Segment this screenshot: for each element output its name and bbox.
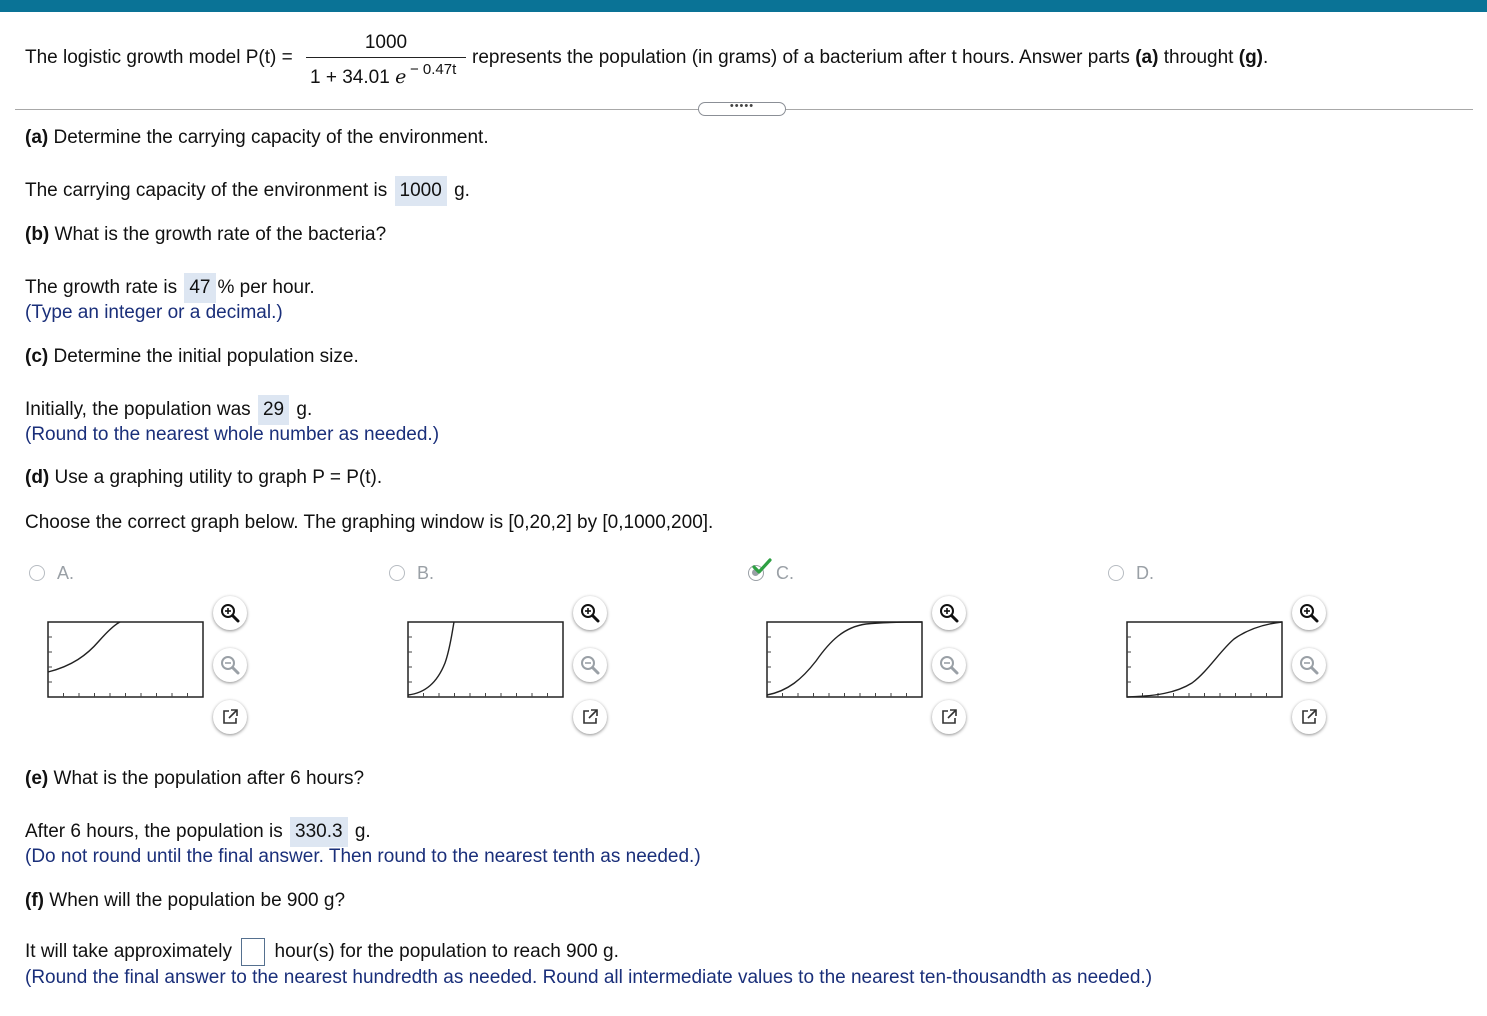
popout-icon: [220, 707, 240, 727]
zoom-in-button[interactable]: [932, 596, 966, 630]
option-d[interactable]: [1106, 563, 1446, 743]
answer-b-field[interactable]: 47: [184, 273, 215, 303]
zoom-out-button[interactable]: [213, 648, 247, 682]
answer-a-field[interactable]: 1000: [395, 176, 447, 206]
answer-c-field[interactable]: 29: [258, 395, 289, 425]
zoom-out-icon: [1299, 655, 1319, 675]
graph-d: [1126, 621, 1284, 699]
graph-a: [47, 621, 205, 699]
answer-b-line: The growth rate is 47 % per hour.: [25, 273, 315, 303]
zoom-in-button[interactable]: [213, 596, 247, 630]
fraction-numerator: 1000: [364, 32, 408, 53]
graph-b: [407, 621, 565, 699]
zoom-in-icon: [1299, 603, 1319, 623]
question-b: (b) What is the growth rate of the bacteria?: [25, 224, 387, 245]
top-bar: [0, 0, 1487, 12]
hint-c: (Round to the nearest whole number as needed.): [25, 424, 440, 445]
answer-c-line: Initially, the population was 29 g.: [25, 395, 312, 425]
answer-f-input[interactable]: [241, 938, 265, 966]
zoom-out-button[interactable]: [573, 648, 607, 682]
popout-button[interactable]: [573, 700, 607, 734]
radio-button[interactable]: [1108, 565, 1124, 581]
zoom-in-icon: [220, 603, 240, 623]
popout-icon: [580, 707, 600, 727]
graph-c: [766, 621, 924, 699]
question-d: (d) Use a graphing utility to graph P = P(t).: [25, 467, 383, 488]
zoom-in-button[interactable]: [573, 596, 607, 630]
popout-button[interactable]: [932, 700, 966, 734]
hint-b: (Type an integer or a decimal.): [25, 302, 283, 323]
answer-e-line: After 6 hours, the population is 330.3 g.: [25, 817, 371, 847]
fraction-denominator: 1 + 34.01 e: [310, 66, 407, 88]
answer-e-field[interactable]: 330.3: [290, 817, 348, 847]
zoom-out-button[interactable]: [1292, 648, 1326, 682]
hint-f: (Round the final answer to the nearest hundredth as needed. Round all intermediate values to the nearest ten-thousandth as needed.): [25, 967, 1153, 988]
fraction-bar: [306, 57, 466, 58]
zoom-out-icon: [580, 655, 600, 675]
answer-f-line: It will take approximately hour(s) for the population to reach 900 g.: [25, 938, 619, 966]
zoom-out-button[interactable]: [932, 648, 966, 682]
answer-a-line: The carrying capacity of the environment is 1000 g.: [25, 176, 470, 206]
question-f: (f) When will the population be 900 g?: [25, 890, 346, 911]
option-b[interactable]: [387, 563, 727, 743]
option-c[interactable]: [746, 563, 1086, 743]
option-label: D.: [1136, 563, 1154, 583]
question-c: (c) Determine the initial population size.: [25, 346, 359, 367]
fraction-exponent: − 0.47t: [410, 61, 457, 78]
zoom-out-icon: [220, 655, 240, 675]
option-label: A.: [57, 563, 75, 583]
hint-e: (Do not round until the final answer. Then round to the nearest tenth as needed.): [25, 846, 701, 867]
option-label: B.: [417, 563, 435, 583]
checkmark-icon: [752, 558, 772, 576]
expand-toggle[interactable]: •••••: [698, 102, 786, 116]
zoom-in-icon: [580, 603, 600, 623]
option-label: C.: [776, 563, 794, 583]
popout-button[interactable]: [1292, 700, 1326, 734]
popout-icon: [939, 707, 959, 727]
intro-prefix: The logistic growth model P(t) =: [25, 47, 293, 68]
graph-instruction: Choose the correct graph below. The graphing window is [0,20,2] by [0,1000,200].: [25, 512, 714, 533]
radio-button[interactable]: [389, 565, 405, 581]
zoom-out-icon: [939, 655, 959, 675]
option-a[interactable]: [27, 563, 367, 743]
intro-suffix: represents the population (in grams) of a bacterium after t hours. Answer parts (a) throught (g).: [472, 47, 1269, 68]
popout-icon: [1299, 707, 1319, 727]
question-a: (a) Determine the carrying capacity of the environment.: [25, 127, 489, 148]
zoom-in-button[interactable]: [1292, 596, 1326, 630]
question-e: (e) What is the population after 6 hours?: [25, 768, 365, 789]
zoom-in-icon: [939, 603, 959, 623]
popout-button[interactable]: [213, 700, 247, 734]
radio-button[interactable]: [29, 565, 45, 581]
